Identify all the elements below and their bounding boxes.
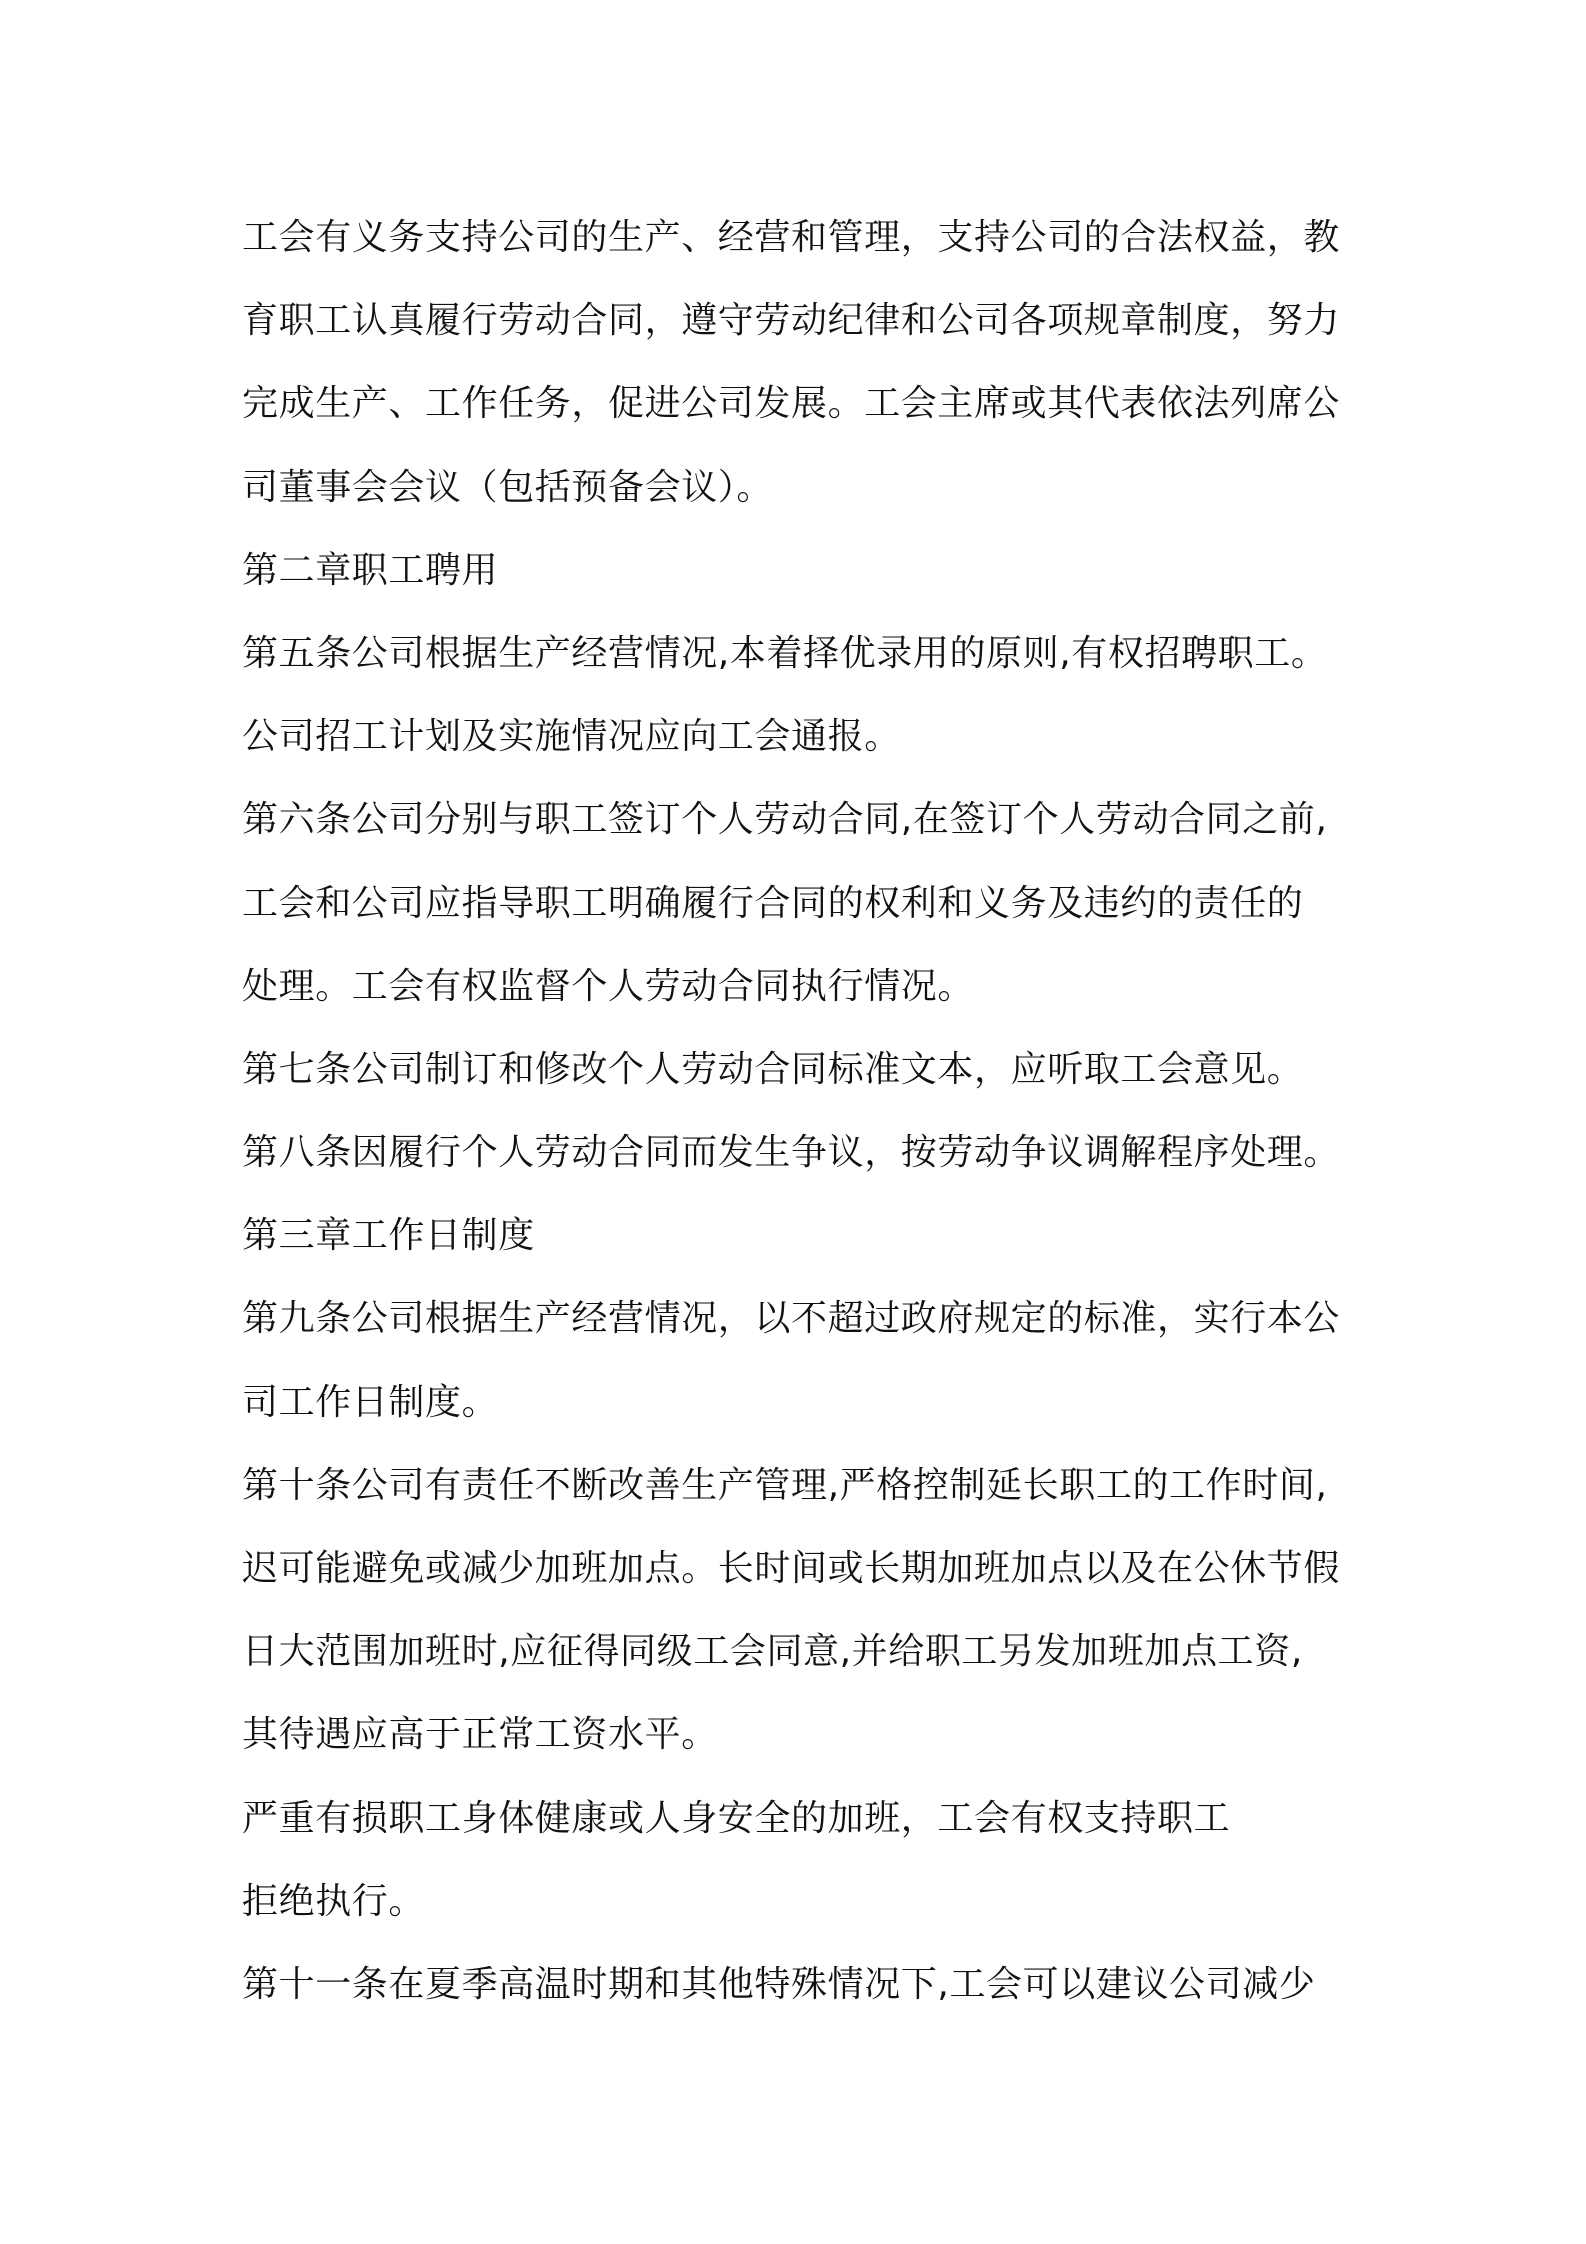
text-line: 第七条公司制订和修改个人劳动合同标准文本，应听取工会意见。 bbox=[242, 1048, 1304, 1090]
text-line: 日大范围加班时,应征得同级工会同意,并给职工另发加班加点工资, bbox=[242, 1631, 1303, 1673]
text-line: 育职工认真履行劳动合同，遵守劳动纪律和公司各项规章制度，努力 bbox=[242, 300, 1341, 342]
text-line: 第十条公司有责任不断改善生产管理,严格控制延长职工的工作时间, bbox=[242, 1464, 1328, 1506]
text-line: 其待遇应高于正常工资水平。 bbox=[242, 1714, 718, 1756]
chapter-heading: 第二章职工聘用 bbox=[242, 549, 499, 591]
text-line: 司董事会会议（包括预备会议）。 bbox=[242, 466, 774, 508]
text-line: 拒绝执行。 bbox=[242, 1880, 426, 1922]
text-line: 第十一条在夏季高温时期和其他特殊情况下,工会可以建议公司减少 bbox=[242, 1963, 1316, 2005]
text-line: 第九条公司根据生产经营情况，以不超过政府规定的标准，实行本公 bbox=[242, 1298, 1341, 1340]
chapter-heading: 第三章工作日制度 bbox=[242, 1215, 535, 1257]
text-line: 第五条公司根据生产经营情况,本着择优录用的原则,有权招聘职工。 bbox=[242, 632, 1328, 674]
text-line: 第八条因履行个人劳动合同而发生争议，按劳动争议调解程序处理。 bbox=[242, 1132, 1341, 1174]
text-line: 工会和公司应指导职工明确履行合同的权利和义务及违约的责任的 bbox=[242, 882, 1304, 924]
text-line: 严重有损职工身体健康或人身安全的加班，工会有权支持职工 bbox=[242, 1797, 1231, 1839]
text-line: 迟可能避免或减少加班加点。长时间或长期加班加点以及在公休节假 bbox=[242, 1548, 1341, 1589]
text-line: 工会有义务支持公司的生产、经营和管理，支持公司的合法权益，教 bbox=[242, 217, 1341, 258]
document-body bbox=[242, 196, 1372, 2026]
text-line: 公司招工计划及实施情况应向工会通报。 bbox=[242, 716, 901, 758]
text-line: 处理。工会有权监督个人劳动合同执行情况。 bbox=[242, 965, 975, 1007]
text-line: 司工作日制度。 bbox=[242, 1381, 499, 1423]
text-line: 第六条公司分别与职工签订个人劳动合同,在签订个人劳动合同之前, bbox=[242, 799, 1328, 841]
text-line: 完成生产、工作任务，促进公司发展。工会主席或其代表依法列席公 bbox=[242, 383, 1341, 425]
